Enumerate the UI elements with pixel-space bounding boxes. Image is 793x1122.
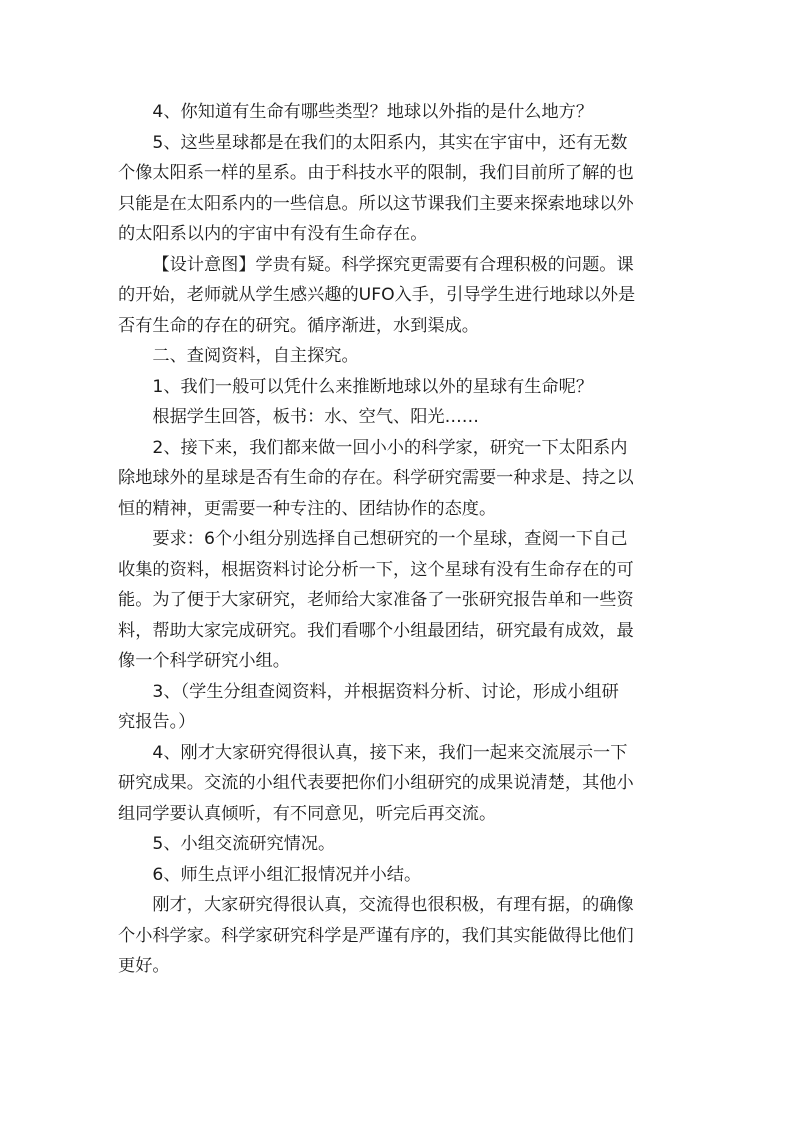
- text-line: 二、查阅资料，自主探究。: [152, 346, 359, 366]
- text-line: 3、（学生分组查阅资料，并根据资料分析、讨论，形成小组研: [152, 681, 619, 702]
- text-line: 要求：6个小组分别选择自己想研究的一个星球，查阅一下自己: [152, 529, 628, 549]
- paragraph: [118, 890, 678, 982]
- text-line: 料，帮助大家完成研究。我们看哪个小组最团结，研究最有成效，最: [118, 620, 634, 641]
- text-line: 个像太阳系一样的星系。由于科技水平的限制，我们目前所了解的也: [118, 163, 634, 183]
- text-line: 除地球外的星球是否有生命的存在。科学研究需要一种求是、持之以: [118, 468, 634, 488]
- paragraph: [118, 341, 678, 372]
- text-line: 刚才，大家研究得很认真，交流得也很积极，有理有据，的确像: [152, 895, 634, 915]
- paragraph: [118, 524, 678, 677]
- text-line: 的太阳系以内的宇宙中有没有生命存在。: [118, 224, 428, 244]
- text-line: 否有生命的存在的研究。循序渐进，水到渠成。: [118, 315, 479, 336]
- text-line: 个小科学家。科学家研究科学是严谨有序的，我们其实能做得比他们: [118, 925, 634, 946]
- text-line: 1、我们一般可以凭什么来推断地球以外的星球有生命呢？: [152, 376, 594, 397]
- text-line: 4、刚才大家研究得很认真，接下来，我们一起来交流展示一下: [152, 742, 628, 763]
- paragraph: [118, 250, 678, 342]
- paragraph: [118, 677, 678, 738]
- text-line: 【设计意图】学贵有疑。科学探究更需要有合理积极的问题。课: [152, 254, 634, 275]
- text-line: 5、这些星球都是在我们的太阳系内，其实在宇宙中，还有无数: [152, 132, 628, 153]
- text-line: 2、接下来，我们都来做一回小小的科学家，研究一下太阳系内: [152, 437, 628, 458]
- document-body: [118, 97, 678, 982]
- text-line: 5、小组交流研究情况。: [152, 834, 336, 854]
- text-line: 只能是在太阳系内的一些信息。所以这节课我们主要来探索地球以外: [118, 193, 634, 214]
- paragraph: [118, 372, 678, 403]
- paragraph: [118, 738, 678, 830]
- paragraph: [118, 97, 678, 128]
- text-line: 组同学要认真倾听，有不同意见，听完后再交流。: [118, 803, 497, 824]
- text-line: 恒的精神，更需要一种专注的、团结协作的态度。: [118, 498, 497, 519]
- paragraph: [118, 433, 678, 525]
- text-line: 收集的资料，根据资料讨论分析一下，这个星球有没有生命存在的可: [118, 559, 634, 580]
- text-line: 像一个科学研究小组。: [118, 651, 290, 671]
- text-line: 根据学生回答，板书：水、空气、阳光……: [152, 407, 479, 427]
- text-line: 能。为了便于大家研究，老师给大家准备了一张研究报告单和一些资: [118, 590, 634, 610]
- paragraph: [118, 860, 678, 891]
- text-line: 4、你知道有生命有哪些类型？地球以外指的是什么地方？: [152, 102, 594, 122]
- paragraph: [118, 402, 678, 433]
- paragraph: [118, 128, 678, 250]
- text-line: 更好。: [118, 956, 170, 976]
- text-line: 研究成果。交流的小组代表要把你们小组研究的成果说清楚，其他小: [118, 773, 634, 793]
- text-line: 6、师生点评小组汇报情况并小结。: [152, 864, 422, 885]
- text-line: 的开始，老师就从学生感兴趣的UFO入手，引导学生进行地球以外是: [118, 285, 636, 305]
- paragraph: [118, 829, 678, 860]
- text-line: 究报告。）: [118, 712, 196, 732]
